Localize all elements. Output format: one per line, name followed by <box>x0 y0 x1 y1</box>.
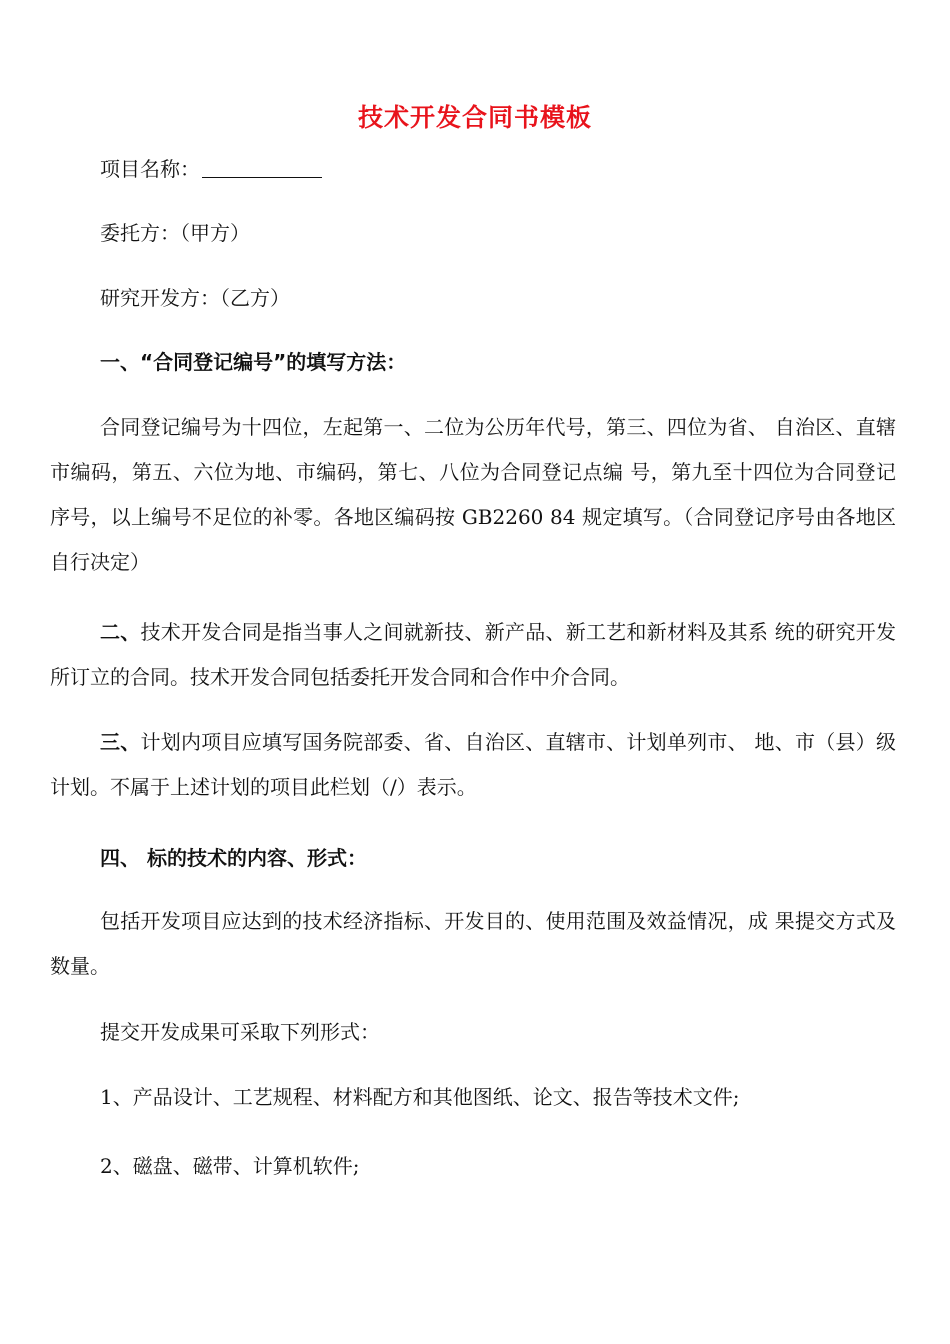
section3-lead: 三、 <box>100 730 141 754</box>
project-name-label: 项目名称： <box>100 157 200 181</box>
section3-body: 计划内项目应填写国务院部委、省、自治区、直辖市、计划单列市、 地、市（县）级计划。不属于上述计划的项目此栏划（/）表示。 <box>50 730 897 799</box>
project-name-blank[interactable] <box>202 176 322 178</box>
section2-body: 技术开发合同是指当事人之间就新技、新产品、新工艺和新材料及其系 统的研究开发所订立的合同。技术开发合同包括委托开发合同和合作中介合同。 <box>50 620 897 689</box>
developer-field: 研究开发方：（乙方） <box>100 286 290 310</box>
section4-heading: 四、 标的技术的内容、形式： <box>100 846 367 870</box>
forms-intro: 提交开发成果可采取下列形式： <box>100 1020 380 1044</box>
project-name-field <box>100 156 322 182</box>
forms-item-2: 2、磁盘、磁带、计算机软件; <box>100 1154 360 1178</box>
section2-lead: 二、 <box>100 620 141 644</box>
document-title: 技术开发合同书模板 <box>357 103 592 132</box>
section1-body: 合同登记编号为十四位，左起第一、二位为公历年代号，第三、四位为省、 自治区、直辖市编码，第五、六位为地、市编码，第七、八位为合同登记点编 号，第九至十四位为合同登记序号，以上编号不足位的补零。各地区编码按 GB2260 84 规定填写。（合同登记序号由各地区自行决定） <box>50 415 896 574</box>
forms-item-1: 1、产品设计、工艺规程、材料配方和其他图纸、论文、报告等技术文件; <box>100 1085 740 1109</box>
section1-heading: 一、“合同登记编号”的填写方法： <box>100 350 407 374</box>
section2-paragraph <box>50 610 896 700</box>
section4-body: 包括开发项目应达到的技术经济指标、开发目的、使用范围及效益情况，成 果提交方式及数量。 <box>50 909 896 978</box>
section3-paragraph <box>50 720 896 810</box>
client-field: 委托方：（甲方） <box>100 221 250 245</box>
